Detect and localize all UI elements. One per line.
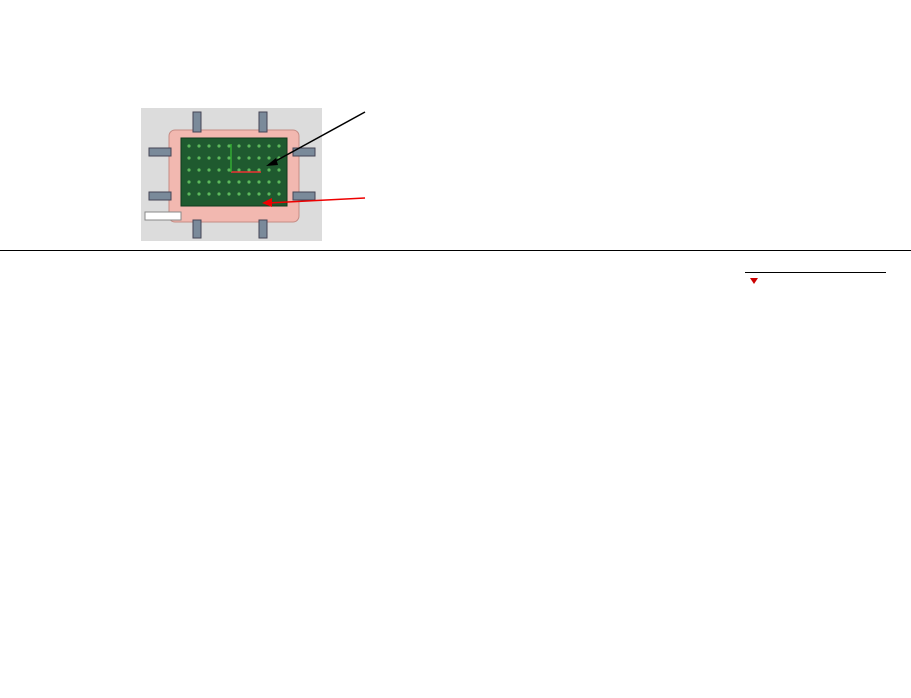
comment-marker-icon [750,278,758,284]
